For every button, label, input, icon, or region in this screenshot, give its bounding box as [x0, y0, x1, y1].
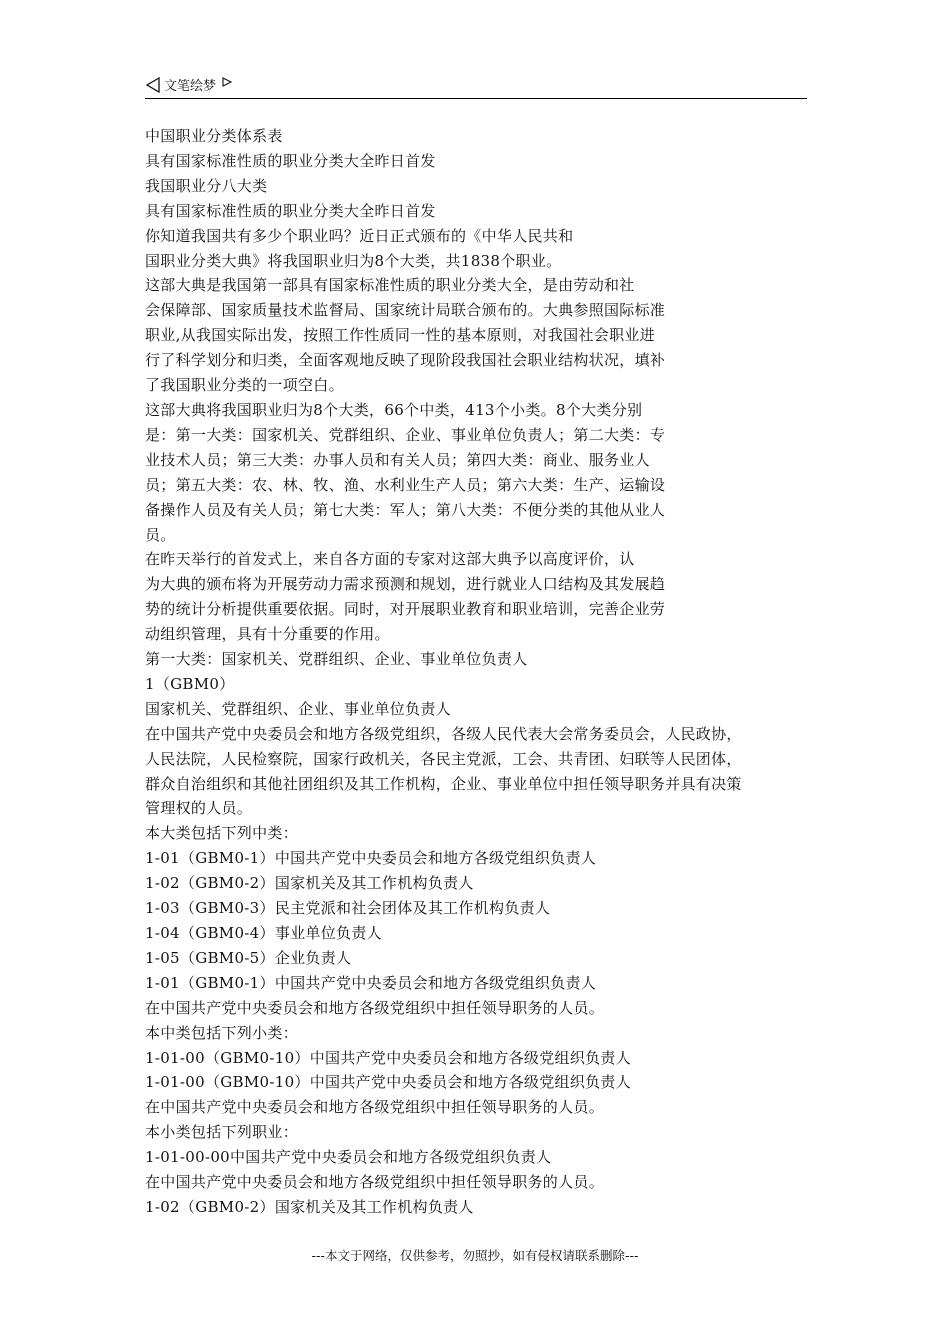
text-line: 本中类包括下列小类：	[145, 1023, 299, 1042]
text-line: 我国职业分八大类	[145, 176, 268, 195]
text-line: 在中国共产党中央委员会和地方各级党组织，各级人民代表大会常务委员会，人民政协，	[145, 724, 742, 743]
text-line: 业技术人员；第三大类：办事人员和有关人员；第四大类：商业、服务业人	[145, 450, 650, 469]
text-line: 本小类包括下列职业：	[145, 1123, 299, 1142]
text-line: 1-05（GBM0-5）企业负责人	[145, 948, 352, 967]
text-line: 动组织管理，具有十分重要的作用。	[145, 625, 390, 644]
text-line: 了我国职业分类的一项空白。	[145, 376, 344, 395]
footer-disclaimer: ---本文于网络，仅供参考，勿照抄，如有侵权请联系删除---	[311, 1248, 639, 1263]
text-line: 你知道我国共有多少个职业吗？近日正式颁布的《中华人民共和	[145, 226, 574, 245]
text-line: 是：第一大类：国家机关、党群组织、企业、事业单位负责人；第二大类：专	[145, 425, 666, 444]
text-line: 国家机关、党群组织、企业、事业单位负责人	[145, 699, 452, 718]
text-line: 人民法院，人民检察院，国家行政机关，各民主党派，工会、共青团、妇联等人民团体，	[145, 749, 742, 768]
text-line: 为大典的颁布将为开展劳动力需求预测和规划，进行就业人口结构及其发展趋	[145, 575, 666, 594]
text-line: 中国职业分类体系表	[145, 127, 283, 145]
text-line: 职业,从我国实际出发，按照工作性质同一性的基本原则，对我国社会职业进	[145, 326, 655, 345]
text-line: 在中国共产党中央委员会和地方各级党组织中担任领导职务的人员。	[145, 1173, 605, 1192]
text-line: 1-01（GBM0-1）中国共产党中央委员会和地方各级党组织负责人	[145, 849, 597, 868]
text-line: 在昨天举行的首发式上，来自各方面的专家对这部大典予以高度评价，认	[145, 550, 635, 569]
text-line: 会保障部、国家质量技术监督局、国家统计局联合颁布的。大典参照国际标准	[145, 301, 666, 320]
text-line: 具有国家标准性质的职业分类大全昨日首发	[145, 151, 436, 170]
text-line: 1（GBM0）	[145, 674, 235, 693]
text-line: 1-03（GBM0-3）民主党派和社会团体及其工作机构负责人	[145, 899, 551, 918]
text-line: 管理权的人员。	[145, 799, 253, 818]
text-line: 备操作人员及有关人员；第七大类：军人；第八大类：不便分类的其他从业人	[145, 500, 666, 519]
text-line: 这部大典将我国职业归为8个大类，66个中类，413个小类。8个大类分别	[145, 400, 643, 419]
text-line: 第一大类：国家机关、党群组织、企业、事业单位负责人	[145, 650, 528, 669]
text-line: 员；第五大类：农、林、牧、渔、水利业生产人员；第六大类：生产、运输设	[145, 475, 666, 494]
text-line: 1-01-00（GBM0-10）中国共产党中央委员会和地方各级党组织负责人	[145, 1073, 632, 1092]
text-line: 本大类包括下列中类：	[145, 824, 299, 843]
brand-name: 文笔绘梦	[164, 79, 217, 94]
page-header	[145, 74, 807, 99]
document-body	[145, 124, 811, 1220]
text-line: 势的统计分析提供重要依据。同时，对开展职业教育和职业培训，完善企业劳	[145, 600, 666, 619]
text-line: 员。	[145, 525, 176, 544]
text-line: 1-04（GBM0-4）事业单位负责人	[145, 924, 382, 942]
text-line: 在中国共产党中央委员会和地方各级党组织中担任领导职务的人员。	[145, 998, 605, 1017]
triangle-right-icon	[222, 77, 232, 87]
text-line: 1-02（GBM0-2）国家机关及其工作机构负责人	[145, 1197, 474, 1216]
text-line: 这部大典是我国第一部具有国家标准性质的职业分类大全，是由劳动和社	[145, 276, 635, 295]
text-line: 具有国家标准性质的职业分类大全昨日首发	[145, 201, 436, 220]
text-line: 国职业分类大典》将我国职业归为8个大类，共1838个职业。	[145, 251, 562, 270]
text-line: 1-01-00-00中国共产党中央委员会和地方各级党组织负责人	[145, 1148, 552, 1167]
text-line: 1-01-00（GBM0-10）中国共产党中央委员会和地方各级党组织负责人	[145, 1048, 632, 1067]
text-line: 群众自治组织和其他社团组织及其工作机构，企业、事业单位中担任领导职务并具有决策	[145, 774, 742, 793]
header-brand	[145, 75, 232, 94]
text-line: 1-02（GBM0-2）国家机关及其工作机构负责人	[145, 874, 474, 893]
text-line: 在中国共产党中央委员会和地方各级党组织中担任领导职务的人员。	[145, 1098, 605, 1117]
text-line: 行了科学划分和归类，全面客观地反映了现阶段我国社会职业结构状况，填补	[145, 351, 666, 370]
triangle-left-icon	[145, 77, 161, 93]
text-line: 1-01（GBM0-1）中国共产党中央委员会和地方各级党组织负责人	[145, 973, 597, 992]
